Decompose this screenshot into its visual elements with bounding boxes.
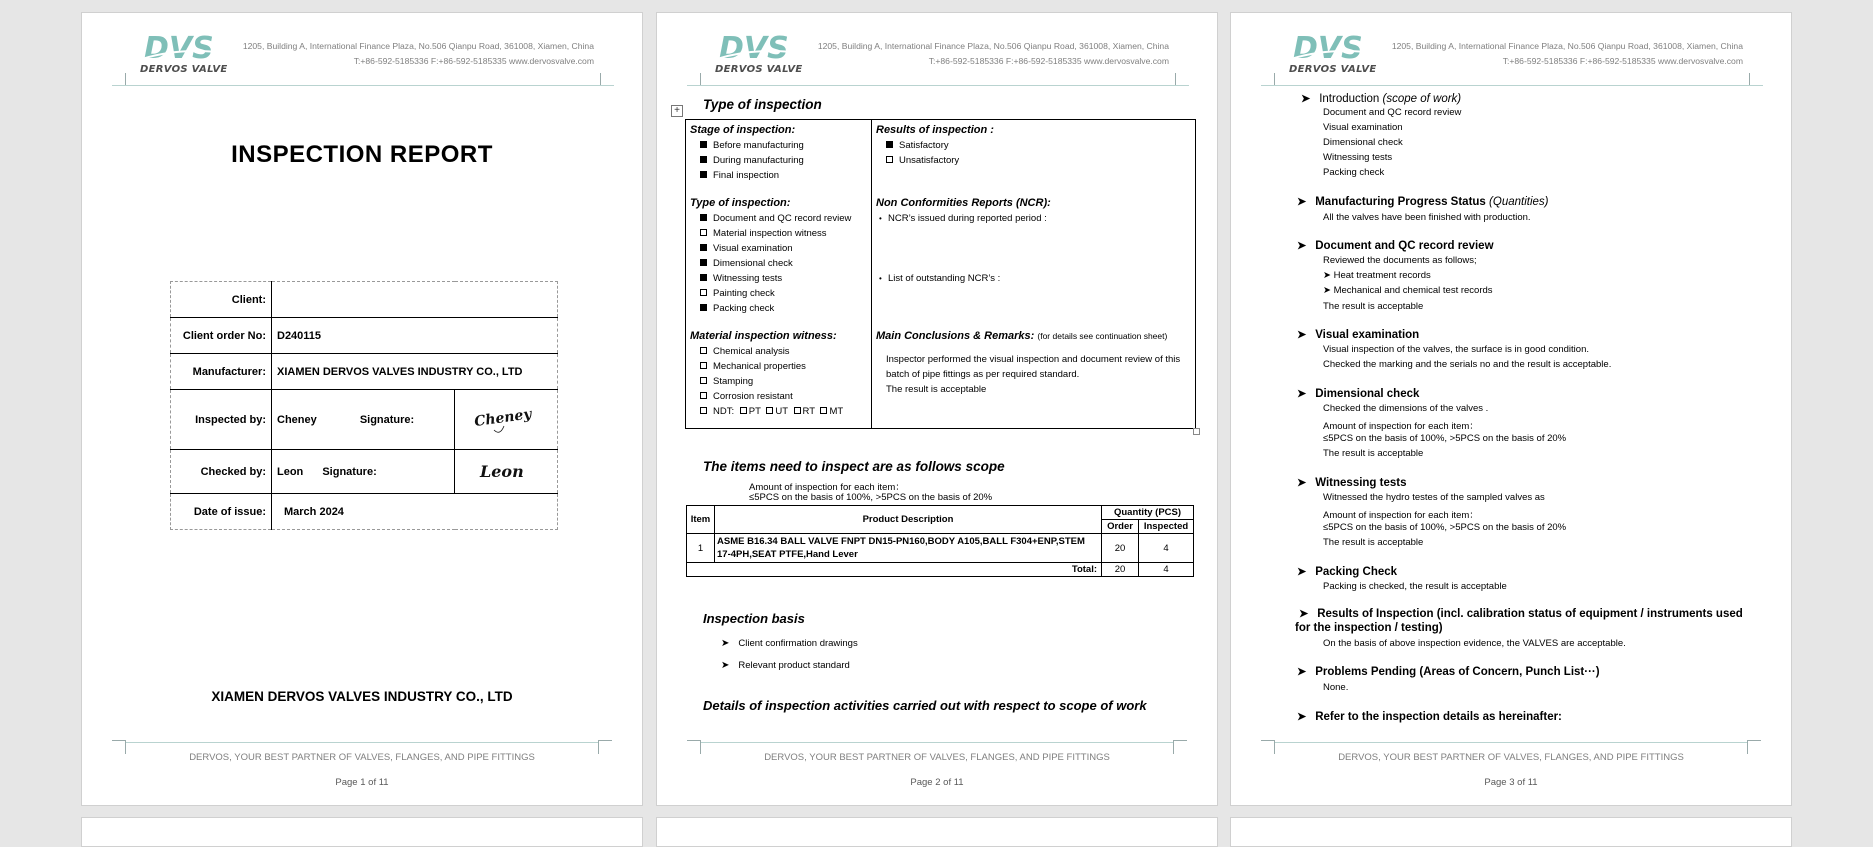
wit-heading (1297, 476, 1407, 489)
page-number: Page 2 of 11 (910, 777, 964, 788)
intro-note: (scope of work) (1382, 93, 1462, 105)
basis-item-label: Relevant product standard (738, 660, 850, 671)
arrow-bullet-icon: ➤ (721, 638, 730, 649)
vis-line: Visual inspection of the valves, the surface is in good condition. (1323, 344, 1589, 355)
page-number: Page 1 of 11 (335, 777, 389, 788)
checkbox-checked-icon (886, 141, 893, 148)
order-label: Client order No: (171, 318, 272, 354)
doc-title: Document and QC record review (1315, 240, 1494, 252)
right-column (876, 122, 1194, 397)
header-rule (1261, 85, 1763, 86)
checkbox-unchecked-icon[interactable] (700, 407, 707, 414)
dim-heading (1297, 387, 1419, 400)
ndt-option: RT (802, 406, 815, 417)
inspected-value: Cheney (277, 413, 317, 426)
material-heading: Material inspection witness: (690, 330, 837, 342)
wit-line: ≤5PCS on the basis of 100%, >5PCS on the basis of 20% (1323, 522, 1567, 533)
page-header (1231, 13, 1793, 93)
checkbox-item[interactable] (690, 256, 870, 271)
mps-text: All the valves have been finished with production. (1323, 212, 1531, 223)
stage-heading: Stage of inspection: (690, 124, 796, 136)
cover-table (170, 281, 558, 530)
checkbox-label: Visual examination (713, 243, 793, 254)
page-5-stub (656, 817, 1218, 847)
signature-leon (455, 450, 558, 494)
checked-cell (272, 450, 455, 494)
intro-title: Introduction (1319, 93, 1380, 105)
problems-text: None. (1323, 682, 1349, 693)
checkbox-item[interactable] (690, 153, 870, 168)
problems-heading (1297, 665, 1600, 678)
checkbox-unchecked-icon[interactable] (740, 407, 747, 414)
table-resize-handle[interactable] (1193, 428, 1200, 435)
arrow-bullet-icon: ➤ (1299, 608, 1309, 620)
checkbox-item[interactable] (690, 301, 870, 316)
header-rule (687, 85, 1189, 86)
type-subheading: Type of inspection: (690, 197, 791, 209)
dervos-logo (1289, 31, 1379, 77)
checkbox-item[interactable] (690, 226, 870, 241)
arrow-bullet-icon: ➤ (1297, 566, 1307, 578)
page-number: Page 3 of 11 (1484, 777, 1538, 788)
checkbox-checked-icon (700, 156, 707, 163)
manufacturer-value: XIAMEN DERVOS VALVES INDUSTRY CO., LTD (272, 354, 558, 390)
wit-line: Amount of inspection for each item： (1323, 510, 1479, 521)
client-value (272, 282, 558, 318)
ncr-outstanding: • List of outstanding NCR’s : (876, 271, 1194, 286)
dim-line: Amount of inspection for each item： (1323, 421, 1479, 432)
intro-item: Witnessing tests (1323, 152, 1393, 163)
checkbox-unchecked-icon[interactable] (766, 407, 773, 414)
total-label: Total: (687, 563, 1102, 577)
svg-text:Cheney: Cheney (473, 406, 533, 431)
items-table (686, 505, 1194, 577)
checkbox-unchecked-icon (700, 289, 707, 296)
checked-label: Checked by: (171, 450, 272, 494)
intro-item: Visual examination (1323, 122, 1403, 133)
dim-line: ≤5PCS on the basis of 100%, >5PCS on the basis of 20% (1323, 433, 1567, 444)
checkbox-checked-icon (700, 214, 707, 221)
checkbox-label: Material inspection witness (713, 228, 827, 239)
ndt-option: PT (748, 406, 761, 417)
checkbox-item[interactable] (690, 374, 870, 389)
checkbox-item[interactable] (690, 389, 870, 404)
checkbox-unchecked-icon (700, 377, 707, 384)
dim-line: Checked the dimensions of the valves . (1323, 403, 1489, 414)
pack-heading (1297, 565, 1397, 578)
ndt-option: UT (775, 406, 788, 417)
col-header-item: Item (687, 506, 715, 534)
header-contact: T:+86-592-5185336 F:+86-592-5185335 www.dervosvalve.com (353, 56, 594, 66)
checkbox-label: Chemical analysis (713, 346, 790, 357)
arrow-bullet-icon: ➤ (1297, 711, 1307, 723)
ndt-label: NDT: (713, 406, 735, 417)
dervos-logo (140, 31, 230, 77)
table-header-row (687, 506, 1194, 520)
footer-rule (701, 742, 1173, 743)
cell-order: 20 (1102, 534, 1139, 563)
page-2 (656, 12, 1218, 806)
doc-line: ➤ Mechanical and chemical test records (1323, 285, 1493, 296)
checkbox-label: Witnessing tests (713, 273, 783, 284)
conclusions-title: Main Conclusions & Remarks: (876, 330, 1035, 342)
column-divider (871, 120, 872, 428)
header-contact: T:+86-592-5185336 F:+86-592-5185335 www.dervosvalve.com (928, 56, 1169, 66)
ndt-option: MT (829, 406, 844, 417)
pack-text: Packing is checked, the result is acceptable (1323, 581, 1507, 592)
inspected-label: Inspected by: (171, 390, 272, 450)
date-value: March 2024 (272, 494, 558, 530)
basis-item-label: Client confirmation drawings (738, 638, 858, 649)
vis-line: Checked the marking and the serials no and the result is acceptable. (1323, 359, 1612, 370)
mps-title: Manufacturing Progress Status (1315, 196, 1486, 208)
dim-title: Dimensional check (1315, 388, 1420, 400)
checkbox-item[interactable] (690, 271, 870, 286)
checkbox-label: Packing check (713, 303, 775, 314)
footer-tagline: DERVOS, YOUR BEST PARTNER OF VALVES, FLANGES, AND PIPE FITTINGS (189, 752, 535, 763)
conclusions-text: Inspector performed the visual inspection and document review of this batch of pipe fittings as per required standard. (886, 354, 1181, 380)
header-address: 1205, Building A, International Finance Plaza, No.506 Qianpu Road, 361008, Xiamen, China (817, 41, 1169, 51)
total-inspected: 4 (1139, 563, 1194, 577)
date-label: Date of issue: (171, 494, 272, 530)
checkbox-unchecked-icon (886, 156, 893, 163)
intro-heading (1301, 92, 1461, 105)
inspected-cell (272, 390, 455, 450)
checkbox-unchecked-icon (700, 229, 707, 236)
mps-heading (1297, 195, 1548, 208)
mps-note: (Quantities) (1489, 196, 1549, 208)
table-row (687, 534, 1194, 563)
header-rule (112, 85, 614, 86)
table-total-row (687, 563, 1194, 577)
refer-title: Refer to the inspection details as hereinafter: (1315, 711, 1562, 723)
arrow-bullet-icon: ➤ (1297, 196, 1307, 208)
checkbox-label: During manufacturing (713, 155, 804, 166)
checkbox-checked-icon (700, 259, 707, 266)
amount-rule: ≤5PCS on the basis of 100%, >5PCS on the basis of 20% (749, 492, 993, 503)
checkbox-label: Document and QC record review (713, 213, 852, 224)
checkbox-checked-icon (700, 171, 707, 178)
page-header (657, 13, 1219, 93)
wit-line: Witnessed the hydro testes of the sampled valves as (1323, 492, 1545, 503)
footer-tagline: DERVOS, YOUR BEST PARTNER OF VALVES, FLANGES, AND PIPE FITTINGS (764, 752, 1110, 763)
table-row (171, 494, 558, 530)
checkbox-unchecked-icon[interactable] (794, 407, 801, 414)
signature-label: Signature: (359, 413, 415, 426)
conclusions-note: (for details see continuation sheet) (1037, 331, 1168, 341)
dervos-logo (715, 31, 805, 77)
doc-heading (1297, 239, 1494, 252)
table-row (171, 450, 558, 494)
logo-name: DERVOS VALVE (715, 64, 803, 75)
cell-item: 1 (687, 534, 715, 563)
doc-line: The result is acceptable (1323, 301, 1424, 312)
svg-text:Leon: Leon (480, 462, 524, 481)
conclusions-heading (876, 330, 1194, 342)
checkbox-item[interactable] (690, 286, 870, 301)
checkbox-unchecked-icon (700, 392, 707, 399)
svg-text:DVS: DVS (144, 31, 214, 66)
ncr-heading: Non Conformities Reports (NCR): (876, 197, 1051, 209)
svg-text:DVS: DVS (1293, 31, 1363, 66)
page-1 (81, 12, 643, 806)
checkbox-item[interactable] (690, 241, 870, 256)
intro-item: Packing check (1323, 167, 1385, 178)
conclusions-result: The result is acceptable (886, 384, 987, 395)
table-row (171, 390, 558, 450)
doc-line: Reviewed the documents as follows; (1323, 255, 1477, 266)
checkbox-unchecked-icon (700, 347, 707, 354)
results-heading: Results of inspection : (876, 124, 994, 136)
results-text: On the basis of above inspection evidence, the VALVES are acceptable. (1323, 638, 1626, 649)
col-header-desc: Product Description (715, 506, 1102, 534)
checkbox-checked-icon (700, 304, 707, 311)
checkbox-label: Unsatisfactory (899, 155, 960, 166)
vis-heading (1297, 328, 1419, 341)
header-address: 1205, Building A, International Finance Plaza, No.506 Qianpu Road, 361008, Xiamen, China (1391, 41, 1743, 51)
checkbox-unchecked-icon[interactable] (820, 407, 827, 414)
checkbox-label: Before manufacturing (713, 140, 804, 151)
wit-line: The result is acceptable (1323, 537, 1424, 548)
checkbox-checked-icon (700, 274, 707, 281)
type-of-inspection-heading: Type of inspection (703, 97, 822, 112)
checked-value: Leon (277, 465, 304, 478)
report-title: INSPECTION REPORT (231, 141, 493, 168)
checkbox-label: Painting check (713, 288, 775, 299)
client-label: Client: (171, 282, 272, 318)
doc-line: ➤ Heat treatment records (1323, 270, 1431, 281)
checkbox-item[interactable] (690, 138, 870, 153)
vis-title: Visual examination (1315, 329, 1420, 341)
footer-rule (126, 742, 598, 743)
results-heading (1295, 607, 1745, 635)
checkbox-item[interactable] (876, 138, 1194, 153)
page-3 (1230, 12, 1792, 806)
checkbox-label: Dimensional check (713, 258, 793, 269)
cell-desc: ASME B16.34 BALL VALVE FNPT DN15-PN160,BODY A105,BALL F304+ENP,STEM 17-4PH,SEAT PTFE,Hand Lever (715, 534, 1102, 563)
total-order: 20 (1102, 563, 1139, 577)
col-header-inspected: Inspected (1139, 520, 1194, 534)
table-row (171, 282, 558, 318)
checkbox-label: Satisfactory (899, 140, 949, 151)
arrow-bullet-icon: ➤ (721, 660, 730, 671)
footer-tagline: DERVOS, YOUR BEST PARTNER OF VALVES, FLANGES, AND PIPE FITTINGS (1338, 752, 1684, 763)
logo-name: DERVOS VALVE (1289, 64, 1377, 75)
checkbox-label: Mechanical properties (713, 361, 806, 372)
amount-line: Amount of inspection for each item： (749, 482, 905, 493)
intro-item: Document and QC record review (1323, 107, 1462, 118)
wit-title: Witnessing tests (1315, 477, 1407, 489)
checkbox-label: Stamping (713, 376, 754, 387)
basis-item (721, 638, 858, 649)
arrow-bullet-icon: ➤ (1297, 329, 1307, 341)
dim-line: The result is acceptable (1323, 448, 1424, 459)
footer-rule (1275, 742, 1747, 743)
checkbox-item[interactable] (690, 344, 870, 359)
cell-inspected: 4 (1139, 534, 1194, 563)
company-name: XIAMEN DERVOS VALVES INDUSTRY CO., LTD (211, 689, 513, 704)
page-6-stub (1230, 817, 1792, 847)
order-value: D240115 (272, 318, 558, 354)
pack-title: Packing Check (1315, 566, 1398, 578)
table-row (171, 318, 558, 354)
left-column (690, 122, 870, 419)
details-heading: Details of inspection activities carried out with respect to scope of work (703, 698, 1147, 713)
col-header-order: Order (1102, 520, 1139, 534)
checkbox-label: Final inspection (713, 170, 780, 181)
items-heading: The items need to inspect are as follows scope (703, 459, 1005, 474)
header-contact: T:+86-592-5185336 F:+86-592-5185335 www.dervosvalve.com (1502, 56, 1743, 66)
checkbox-item[interactable] (876, 153, 1194, 168)
intro-item: Dimensional check (1323, 137, 1403, 148)
arrow-bullet-icon: ➤ (1301, 93, 1311, 105)
logo-name: DERVOS VALVE (140, 64, 228, 75)
checkbox-checked-icon (700, 141, 707, 148)
svg-text:DVS: DVS (719, 31, 789, 66)
arrow-bullet-icon: ➤ (1297, 388, 1307, 400)
problems-title: Problems Pending (Areas of Concern, Punch List···) (1315, 666, 1600, 678)
table-move-handle-icon[interactable]: + (671, 105, 683, 117)
page-header (82, 13, 644, 93)
signature-cheney (455, 390, 558, 450)
ncr-issued: • NCR’s issued during reported period : (876, 211, 1194, 226)
inspection-summary-table (685, 119, 1196, 429)
arrow-bullet-icon: ➤ (1297, 666, 1307, 678)
page-4-stub (81, 817, 643, 847)
basis-heading: Inspection basis (703, 611, 805, 626)
header-address: 1205, Building A, International Finance Plaza, No.506 Qianpu Road, 361008, Xiamen, China (242, 41, 594, 51)
col-header-qty: Quantity (PCS) (1102, 506, 1194, 520)
table-row (171, 354, 558, 390)
checkbox-item[interactable] (690, 168, 870, 183)
refer-heading (1297, 710, 1562, 723)
basis-item (721, 660, 850, 671)
checkbox-item[interactable] (690, 359, 870, 374)
manufacturer-label: Manufacturer: (171, 354, 272, 390)
arrow-bullet-icon: ➤ (1297, 240, 1307, 252)
checkbox-item[interactable] (690, 211, 870, 226)
checkbox-checked-icon (700, 244, 707, 251)
checkbox-unchecked-icon (700, 362, 707, 369)
arrow-bullet-icon: ➤ (1297, 477, 1307, 489)
checkbox-label: Corrosion resistant (713, 391, 793, 402)
results-title: Results of Inspection (incl. calibration status of equipment / instruments used for the inspection / testing) (1295, 608, 1743, 634)
signature-label: Signature: (322, 465, 377, 478)
ndt-row (690, 404, 870, 419)
